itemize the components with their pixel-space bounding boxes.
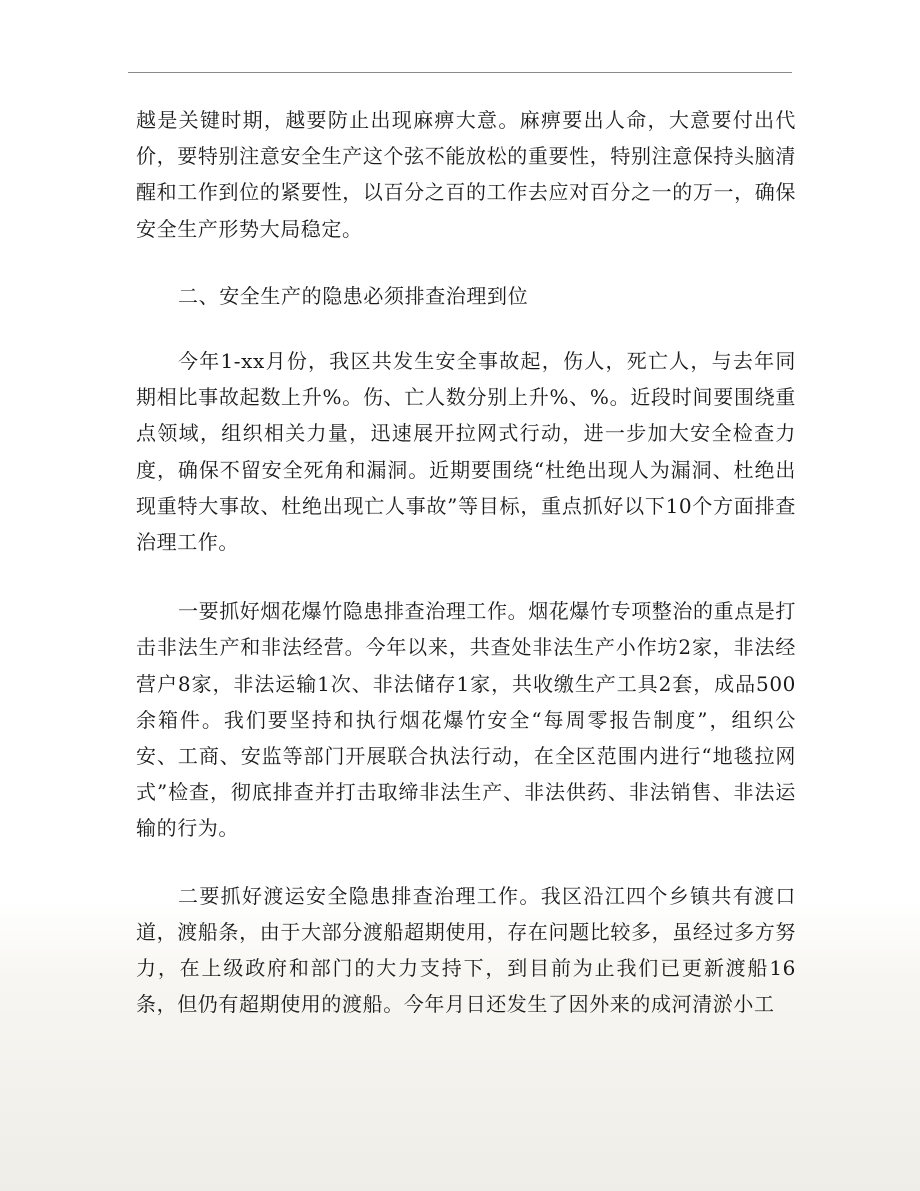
header-rule [128, 72, 792, 73]
section-heading: 二、安全生产的隐患必须排查治理到位 [178, 283, 529, 308]
document-body [136, 100, 796, 1022]
paragraph-statistics: 今年1-xx月份，我区共发生安全事故起，伤人，死亡人，与去年同期相比事故起数上升%。伤、亡人数分别上升%、%。近段时间要围绕重点领域，组织相关力量，迅速展开拉网式行动，进一步加大安全检查力度，确保不留安全死角和漏洞。近期要围绕“杜绝出现人为漏洞、杜绝出现重特大事故、杜绝出现亡人事故”等目标，重点抓好以下10个方面排查治理工作。 [136, 349, 796, 555]
paragraph-ferry: 二要抓好渡运安全隐患排查治理工作。我区沿江四个乡镇共有渡口道，渡船条，由于大部分渡船超期使用，存在问题比较多，虽经过多方努力，在上级政府和部门的大力支持下，到目前为止我们已更新渡船16条，但仍有超期使用的渡船。今年月日还发生了因外来的成河清淤小工 [136, 883, 796, 1017]
paragraph-fireworks: 一要抓好烟花爆竹隐患排查治理工作。烟花爆竹专项整治的重点是打击非法生产和非法经营。今年以来，共查处非法生产小作坊2家，非法经营户8家，非法运输1次、非法储存1家，共收缴生产工具2套，成品500余箱件。我们要坚持和执行烟花爆竹安全“每周零报告制度”，组织公安、工商、安监等部门开展联合执法行动，在全区范围内进行“地毯拉网式”检查，彻底排查并打击取缔非法生产、非法供药、非法销售、非法运输的行为。 [136, 599, 796, 841]
paragraph-continuation: 越是关键时期，越要防止出现麻痹大意。麻痹要出人命，大意要付出代价，要特别注意安全生产这个弦不能放松的重要性，特别注意保持头脑清醒和工作到位的紧要性，以百分之百的工作去应对百分之一的万一，确保安全生产形势大局稳定。 [136, 108, 796, 241]
